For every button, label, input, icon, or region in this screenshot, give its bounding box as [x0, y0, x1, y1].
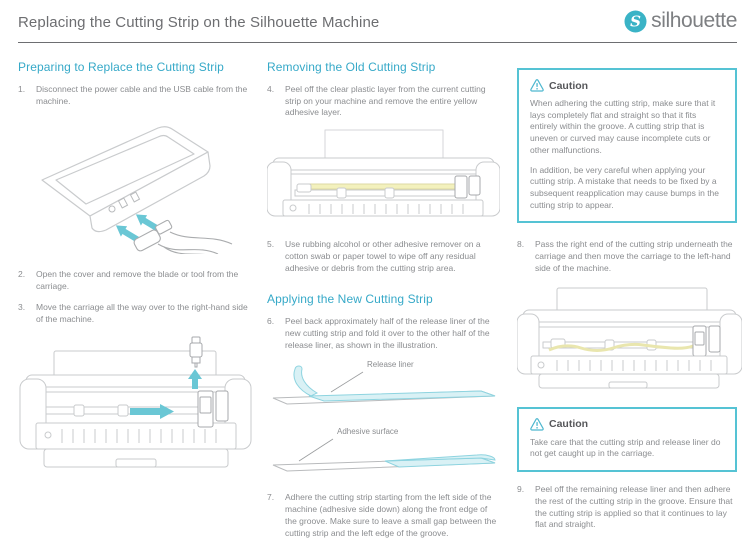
step-number: 7.	[267, 492, 275, 503]
illustration-adhesive-surface	[267, 427, 500, 480]
step-text: Use rubbing alcohol or other adhesive remover on a cotton swab or paper towel to wipe off any residual adhesive or debris from the cutting strip area.	[285, 239, 481, 273]
release-liner-label: Release liner	[367, 360, 414, 370]
page-header	[18, 0, 737, 42]
adhesive-surface-label: Adhesive surface	[337, 427, 399, 437]
step-number: 8.	[517, 239, 525, 250]
step-text: Peel off the clear plastic layer from the current cutting strip on your machine and remove the entire yellow adhesive layer.	[285, 84, 486, 118]
liner-curl	[294, 366, 317, 396]
step-number: 5.	[267, 239, 275, 250]
step-text: Disconnect the power cable and the USB cable from the machine.	[36, 84, 248, 106]
illustration-disconnect-cables	[18, 116, 250, 259]
step-number: 3.	[18, 301, 26, 312]
step-number: 4.	[267, 84, 275, 94]
header-divider	[18, 42, 737, 43]
svg-text:S: S	[630, 12, 642, 30]
step-number: 2.	[18, 269, 26, 280]
step-8	[517, 239, 737, 274]
caution-box-1	[517, 68, 737, 223]
caution-title-text: Caution	[549, 79, 589, 92]
caution-icon	[530, 418, 544, 431]
step-4	[267, 84, 500, 119]
step-9	[517, 484, 737, 531]
brand-name: silhouette	[651, 9, 737, 32]
illustration-peel-plastic-layer	[267, 128, 500, 231]
step-2	[18, 269, 250, 292]
silhouette-logo	[624, 9, 737, 33]
carriage	[455, 176, 480, 198]
step-text: Adhere the cutting strip starting from the left side of the machine (adhesive side down) along the front edge of the groove. Make sure to leave a small gap between the cutting strip and the left edge of the groove.	[285, 492, 497, 538]
caution-box-2	[517, 407, 737, 472]
step-number: 6.	[267, 316, 275, 327]
caution-paragraph: Take care that the cutting strip and release liner do not get caught up in the carriage.	[530, 436, 721, 459]
step-3	[18, 302, 250, 325]
column-removing-applying	[267, 60, 500, 538]
carriage	[693, 326, 720, 356]
illustration-release-liner	[267, 360, 500, 417]
step-text: Open the cover and remove the blade or tool from the carriage.	[36, 269, 239, 292]
caution-title-text: Caution	[549, 418, 589, 431]
column-cautions	[517, 60, 737, 538]
step-text: Peel back approximately half of the release liner of the new cutting strip and fold it over to the other half of the release liner, as shown in the illustration.	[285, 316, 490, 350]
section-heading-preparing: Preparing to Replace the Cutting Strip	[18, 60, 224, 74]
step-number: 9.	[517, 484, 525, 495]
page-title: Replacing the Cutting Strip on the Silhouette Machine	[18, 14, 380, 31]
caution-paragraph: When adhering the cutting strip, make sure that it lays completely flat and straight so that it fits entirely within the groove. A cutting strip that is uneven or curved may cause incomplete cuts or other malfunctions.	[530, 98, 716, 155]
step-7	[267, 492, 500, 538]
step-6	[267, 316, 500, 351]
step-1	[18, 84, 250, 107]
illustration-move-carriage-right	[18, 335, 250, 480]
column-preparing	[18, 60, 250, 480]
caution-icon	[530, 79, 544, 92]
step-5	[267, 239, 500, 274]
silhouette-logo-icon	[624, 10, 647, 33]
section-heading-removing: Removing the Old Cutting Strip	[267, 60, 436, 74]
step-text: Move the carriage all the way over to the right-hand side of the machine.	[36, 301, 248, 324]
illustration-strip-under-carriage	[517, 284, 737, 397]
yellow-cutting-strip	[303, 184, 455, 189]
step-text: Pass the right end of the cutting strip underneath the carriage and then move the carriage to the left-hand side of the machine.	[535, 239, 733, 273]
caution-title	[530, 418, 724, 431]
section-heading-applying: Applying the New Cutting Strip	[267, 292, 433, 307]
caution-paragraph: In addition, be very careful when applying your cutting strip. A mistake that needs to be fixed by a subsequent reapplication may cause bumps in the cutting strip to appear.	[530, 164, 720, 210]
caution-title	[530, 79, 724, 92]
step-text: Peel off the remaining release liner and then adhere the rest of the cutting strip in the groove. Ensure that the cutting strip is applied so that it continues to lay flat and straight.	[535, 484, 733, 530]
blade-tool	[190, 337, 202, 367]
step-number: 1.	[18, 84, 26, 94]
